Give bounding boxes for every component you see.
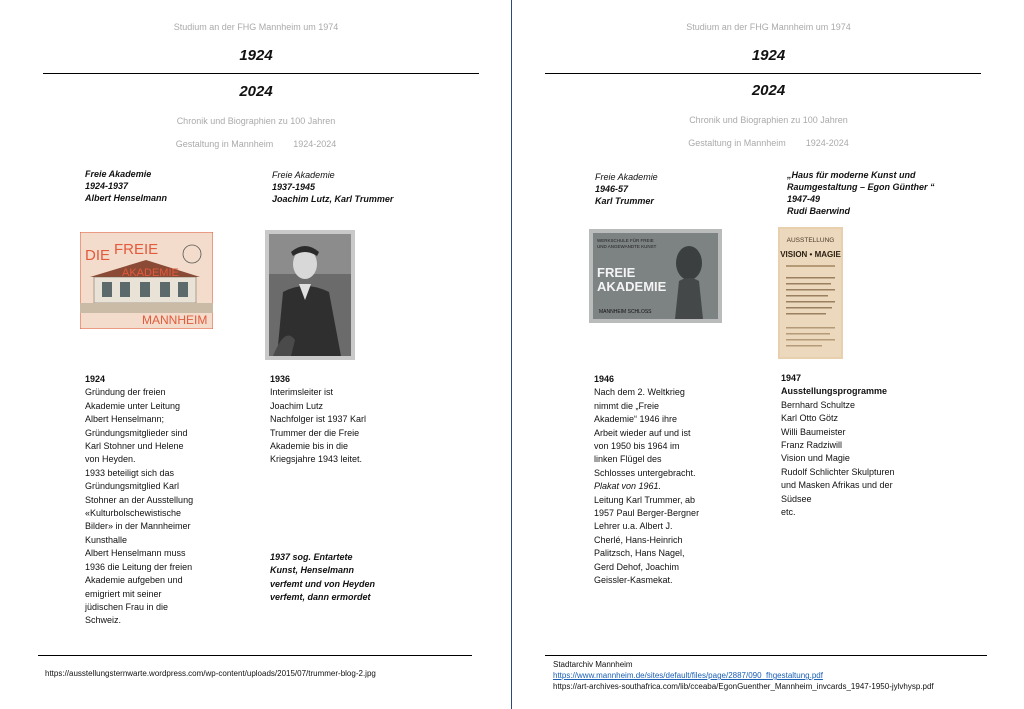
text-line: etc. [781,507,796,518]
text-block [781,372,895,519]
text-line: Rudolf Schlichter Skulpturen [781,466,895,477]
vision-magie-poster [778,227,843,359]
text-line: emigriert mit seiner [85,588,162,599]
text-line: Nachfolger ist 1937 Karl [270,414,367,425]
text-line: Bernhard Schultze [781,399,856,410]
title-line: Freie Akademie [85,169,152,179]
subtitle-design: Gestaltung in Mannheim 1924-2024 [175,139,337,149]
text-line: Geissler-Kasmekat. [594,575,673,586]
column-title [787,169,935,217]
title-line: Joachim Lutz, Karl Trummer [272,194,394,204]
title-line: „Haus für moderne Kunst und [787,170,916,180]
title-line: Freie Akademie [595,172,658,182]
footer-link[interactable]: https://www.mannheim.de/sites/default/files/page/2887/090_fhgestaltung.pdf [553,671,823,680]
year-heading: 1947 [781,373,802,383]
text-line: «Kulturbolschewistische [85,508,182,519]
footer-archive: Stadtarchiv Mannheim [553,660,633,669]
text-line: Kriegsjahre 1943 leitet. [270,454,363,465]
text-line: Stohner an der Ausstellung [85,494,194,505]
footer-rule [545,655,987,656]
year-heading: 1946 [594,374,615,384]
freie-akademie-poster [589,229,722,323]
footer-url: https://art-archives-southafrica.com/lib/cceaba/EgonGuenther_Mannheim_invcards_1947-1950-jylvhysp.pdf [553,682,934,691]
right-page [513,0,1024,709]
text-line: jüdischen Frau in die [85,601,169,612]
image-text: FREIE [114,241,159,258]
title-line: 1924-1937 [85,181,129,191]
subtitle-chronicle: Chronik und Biographien zu 100 Jahren [689,115,848,125]
text-line: Akademie bis in die [270,441,349,452]
footer-sources [553,659,934,692]
text-line: Trummer der die Freie [270,427,360,438]
note-line: verfemt und von Heyden [270,578,376,589]
text-block [85,373,193,628]
image-text: AUSSTELLUNG [786,237,835,244]
text-line: Bilder» in der Mannheimer [85,521,191,532]
running-header: Studium an der FHG Mannheim um 1974 [686,22,851,32]
note-line: 1937 sog. Entartete [270,552,353,562]
title-line: 1946-57 [595,184,629,194]
text-line: Albert Henselmann; [85,414,165,425]
text-line: Nach dem 2. Weltkrieg [594,387,685,398]
text-line: Akademie aufgeben und [85,575,183,586]
column-title [85,168,167,204]
text-block [270,373,366,467]
text-line: linken Flügel des [594,454,662,465]
text-line: Plakat von 1961. [594,481,662,492]
text-line: Leitung Karl Trummer, ab [594,494,696,505]
subtitle-chronicle: Chronik und Biographien zu 100 Jahren [176,116,336,126]
text-line: Franz Radziwill [781,440,843,451]
text-line: Albert Henselmann muss [85,548,186,559]
text-line: Arbeit wieder auf und ist [594,427,691,438]
text-line: von 1950 bis 1964 im [594,441,680,452]
year-bottom: 2024 [239,83,273,100]
text-line: Gründung der freien [85,387,166,398]
running-header: Studium an der FHG Mannheim um 1974 [173,22,339,32]
text-line: Kunsthalle [85,534,128,545]
text-line: Akademie unter Leitung [85,400,181,411]
text-line: Südsee [781,493,812,504]
freie-akademie-photo [80,232,213,329]
image-text: UND ANGEWANDTE KUNST [597,244,657,249]
image-text: AKADEMIE [122,267,179,279]
text-line: Schweiz. [85,615,122,626]
text-line: Gründungsmitglieder sind [85,427,188,438]
column-title [272,169,393,205]
text-line: Willi Baumeister [781,426,846,437]
title-rule [545,73,981,74]
year-bottom: 2024 [751,82,786,99]
text-line: 1936 die Leitung der freien [85,561,193,572]
year-heading: 1924 [85,374,106,384]
portrait-photo [265,230,355,360]
year-top: 1924 [239,47,273,64]
text-line: 1933 beteiligt sich das [85,467,175,478]
entartete-kunst-note [270,551,375,605]
text-line: 1957 Paul Berger-Bergner [594,508,700,519]
text-block [594,373,699,588]
text-line: und Masken Afrikas und der [781,480,893,491]
image-text: AKADEMIE [597,279,667,294]
image-text: DIE [85,247,111,264]
image-text: MANNHEIM [142,313,208,327]
image-text: FREIE [597,265,636,280]
text-line: Gerd Dehof, Joachim [594,561,680,572]
title-rule [43,73,479,74]
exhibition-heading: Ausstellungsprogramme [781,386,888,397]
footer-source: https://ausstellungsternwarte.wordpress.com/wp-content/uploads/2015/07/trummer-blog-2.jpg [45,669,376,678]
note-line: Kunst, Henselmann [270,565,355,576]
subtitle-design: Gestaltung in Mannheim 1924-2024 [688,138,849,148]
year-top: 1924 [751,47,786,64]
image-text: MANNHEIM SCHLOSS [599,309,652,315]
text-line: Cherlé, Hans-Heinrich [594,534,683,545]
note-line: verfemt, dann ermordet [270,592,371,603]
title-line: Freie Akademie [272,170,335,180]
text-line: von Heyden. [85,454,136,465]
text-line: Joachim Lutz [270,400,324,411]
text-line: Akademie“ 1946 ihre [594,414,678,425]
column-title [595,171,658,207]
text-line: Karl Otto Götz [781,413,839,424]
text-line: Karl Stohner und Helene [85,441,184,452]
text-line: Gründungsmitglied Karl [85,481,180,492]
image-text: WERKSCHULE FÜR FREIE [597,238,654,243]
text-line: nimmt die „Freie [594,400,660,411]
image-text: VISION • MAGIE [780,250,841,259]
title-line: 1937-1945 [272,182,316,192]
title-line: Rudi Baerwind [787,206,851,216]
title-line: 1947-49 [787,194,821,204]
text-line: Vision und Magie [781,453,850,464]
text-line: Palitzsch, Hans Nagel, [594,548,685,559]
text-line: Schlosses untergebracht. [594,467,696,478]
footer-rule [38,655,472,656]
title-line: Karl Trummer [595,196,654,206]
text-line: Interimsleiter ist [270,387,334,398]
year-heading: 1936 [270,374,291,384]
title-line: Albert Henselmann [85,193,168,203]
text-line: Lehrer u.a. Albert J. [594,521,673,532]
title-line: Raumgestaltung – Egon Günther “ [787,182,935,192]
